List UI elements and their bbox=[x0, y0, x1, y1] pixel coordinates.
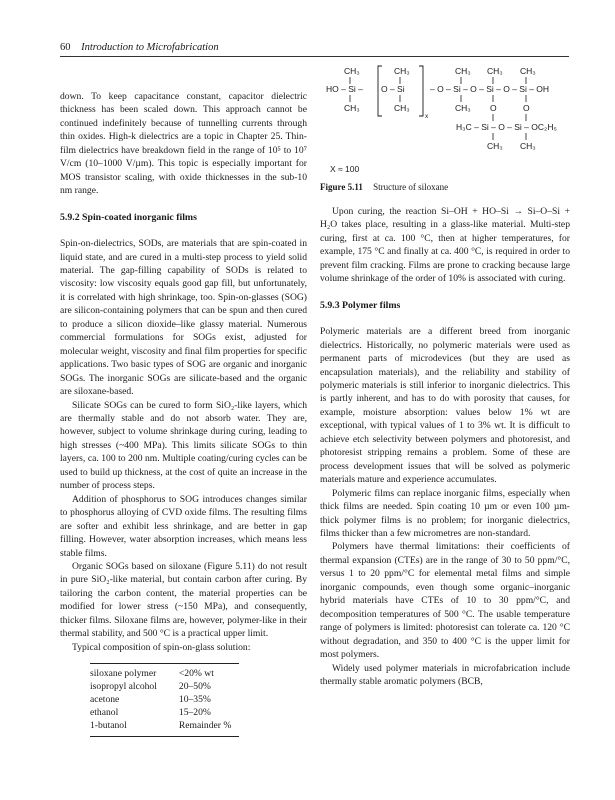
siloxane-chain-label: – O – Si – O – Si – O – Si – OH bbox=[430, 84, 550, 94]
running-title: Introduction to Microfabrication bbox=[81, 42, 219, 53]
composition-table bbox=[90, 663, 239, 737]
table-row bbox=[90, 693, 239, 706]
paragraph-polymer-intro: Polymeric materials are a different breed from inorganic dielectrics. Historically, no polymeric materials were used as permanent parts of microdevices (but they are used as encapsulation materials), and the reliability and stability of polymeric materials is still inferior to inorganic dielectrics. This is partly inherent, and has to do with porosity that causes, for example, moisture absorption: values below 1% wt are exceptional, with typical values of 1 to 3% wt. It is difficult to achieve etch selectivity between polymers and photoresist, and photoresist stripping remains a problem. Some of these are process development issues that will be solved as polymeric materials mature and experience accumulates. bbox=[320, 326, 570, 486]
repeat-unit-label: O – Si bbox=[381, 84, 405, 94]
paragraph-composition-intro: Typical composition of spin-on-glass solution: bbox=[72, 641, 251, 653]
methyl-label: CH₃ bbox=[344, 66, 360, 76]
paragraph-dielectric-scaling: down. To keep capacitance constant, capacitor dielectric thickness has been scaled down. This approach cannot be continued indefinitely because of tunnelling currents through thin oxides. High-k dielectrics are a topic in Chapter 25. Thin-film dielectrics have breakdown field in the range of 10⁵ to 10⁷ V/cm (10–1000 V/µm). This topic is especially important for MOS transistor scaling, with oxide thicknesses in the sub-10 nm range. bbox=[60, 91, 307, 197]
component-value: 15–20% bbox=[178, 707, 211, 719]
repeat-count-value: X ≈ 100 bbox=[330, 164, 360, 174]
section-heading-polymer-films: 5.9.3 Polymer films bbox=[320, 299, 401, 311]
paragraph-phosphorus: Addition of phosphorus to SOG introduces changes similar to phosphorus alloying of CVD oxide films. The resulting films are softer and exhibit less shrinkage, and are better in gap filling. However, water absorption increases, which means less stable films. bbox=[60, 493, 307, 559]
paragraph-silicate-sog: Silicate SOGs can be cured to form SiO₂-like layers, which are thermally stable and do not absorb water. They are, however, subject to volume shrinkage during curing, leading to high stresses (~400 MPa). This limits silicate SOGs to thin layers, ca. 100 to 200 nm. Multiple coating/curing cycles can be used to build up thickness, at the cost of quite an increase in the number of process steps. bbox=[60, 399, 307, 492]
right-column bbox=[320, 205, 570, 688]
figure-caption bbox=[320, 182, 448, 192]
component-value: 10–35% bbox=[178, 694, 211, 706]
figure-caption-text: Structure of siloxane bbox=[373, 182, 449, 192]
siloxane-structure-figure bbox=[318, 62, 568, 194]
table-row bbox=[90, 706, 239, 719]
figure-label: Figure 5.11 bbox=[320, 182, 363, 192]
methyl-label: CH₃ bbox=[520, 66, 536, 76]
oxygen-label: O bbox=[523, 103, 530, 113]
bracket-right bbox=[419, 66, 423, 116]
component-name: ethanol bbox=[90, 707, 119, 719]
component-name: siloxane polymer bbox=[90, 664, 165, 681]
header-rule bbox=[60, 56, 569, 57]
component-value: <20% wt bbox=[165, 664, 239, 681]
hydroxyl-silicon-label: HO – Si – bbox=[326, 84, 363, 94]
methyl-label: CH₃ bbox=[394, 66, 410, 76]
ethoxy-branch-label: H₃C – Si – O – Si – OC₂H₅ bbox=[456, 122, 557, 132]
methyl-label: CH₃ bbox=[344, 103, 360, 113]
table-row bbox=[90, 664, 239, 681]
left-column bbox=[60, 90, 307, 737]
component-value: 20–50% bbox=[178, 681, 211, 693]
running-header bbox=[60, 42, 219, 53]
component-name: 1-butanol bbox=[90, 719, 165, 737]
component-value: Remainder % bbox=[165, 719, 239, 737]
methyl-label: CH₃ bbox=[455, 66, 471, 76]
table-row bbox=[90, 680, 239, 693]
methyl-label: CH₃ bbox=[520, 141, 536, 151]
paragraph-thick-films: Polymeric films can replace inorganic films, especially when thick films are needed. Spin coating 10 µm or even 100 µm-thick polymer films is no problem; for inorganic dielectrics, films thicker than a few micrometres are non-standard. bbox=[320, 487, 570, 539]
page-number: 60 bbox=[60, 42, 71, 53]
repeat-count-subscript: x bbox=[425, 113, 429, 120]
paragraph-thermal-limits: Polymers have thermal limitations: their coefficients of thermal expansion (CTEs) are in the range of 30 to 50 ppm/°C, versus 1 to 20 ppm/°C for elemental metal films and simple inorganic compounds, even though some organic–inorganic hybrid materials have CTEs of 10 to 30 ppm/°C, and decomposition temperatures of 500 °C. The usable temperature range of polymers is limited: photoresist can tolerate ca. 120 °C without degradation, and 350 to 400 °C is the upper limit for most polymers. bbox=[320, 541, 570, 661]
methyl-label: CH₃ bbox=[487, 66, 503, 76]
paragraph-sod-intro: Spin-on-dielectrics, SODs, are materials that are spin-coated in liquid state, and are cured in a multi-step process to yield solid material. The gap-filling capability of SODs is related to viscosity: low viscosity equals good gap fill, but unfortunately, it is correlated with high shrinkage, too. Spin-on-glasses (SOG) are silicon-containing polymers that can be spun and then cured to produce a silicon dioxide–like glassy material. Numerous commercial formulations for SOGs exist, adjusted for molecular weight, viscosity and final film properties for specific applications. Two basic types of SOG are organic and inorganic SOGs. The inorganic SOGs are silicate-based and the organic are siloxane-based. bbox=[60, 238, 307, 398]
section-heading-spin-coated: 5.9.2 Spin-coated inorganic films bbox=[60, 211, 197, 223]
component-name: acetone bbox=[90, 694, 120, 706]
paragraph-polymer-materials: Widely used polymer materials in microfabrication include thermally stable aromatic polymers (BCB, bbox=[320, 662, 570, 687]
methyl-label: CH₃ bbox=[394, 103, 410, 113]
methyl-label: CH₃ bbox=[487, 141, 503, 151]
table-row bbox=[90, 719, 239, 737]
oxygen-label: O bbox=[490, 103, 497, 113]
component-name: isopropyl alcohol bbox=[90, 681, 157, 693]
paragraph-curing-reaction: Upon curing, the reaction Si–OH + HO–Si → Si–O–Si + H₂O takes place, resulting in a glass-like material. Multi-step curing, first at ca. 100 °C, then at higher temperatures, for example, 175 °C and finally at ca. 400 °C, is required in order to prevent film cracking. Films are prone to cracking because large volume shrinkage of the order of 10% is associated with curing. bbox=[320, 206, 570, 285]
paragraph-organic-sog: Organic SOGs based on siloxane (Figure 5.11) do not result in pure SiO₂-like material, but contain carbon after curing. By tailoring the carbon content, the material properties can be modified for lower stress (~150 MPa), and consequently, thicker films. Siloxane films are, however, polymer-like in their thermal stability, and 500 °C is a practical upper limit. bbox=[60, 560, 307, 640]
siloxane-structure-diagram bbox=[318, 62, 568, 180]
methyl-label: CH₃ bbox=[455, 103, 471, 113]
